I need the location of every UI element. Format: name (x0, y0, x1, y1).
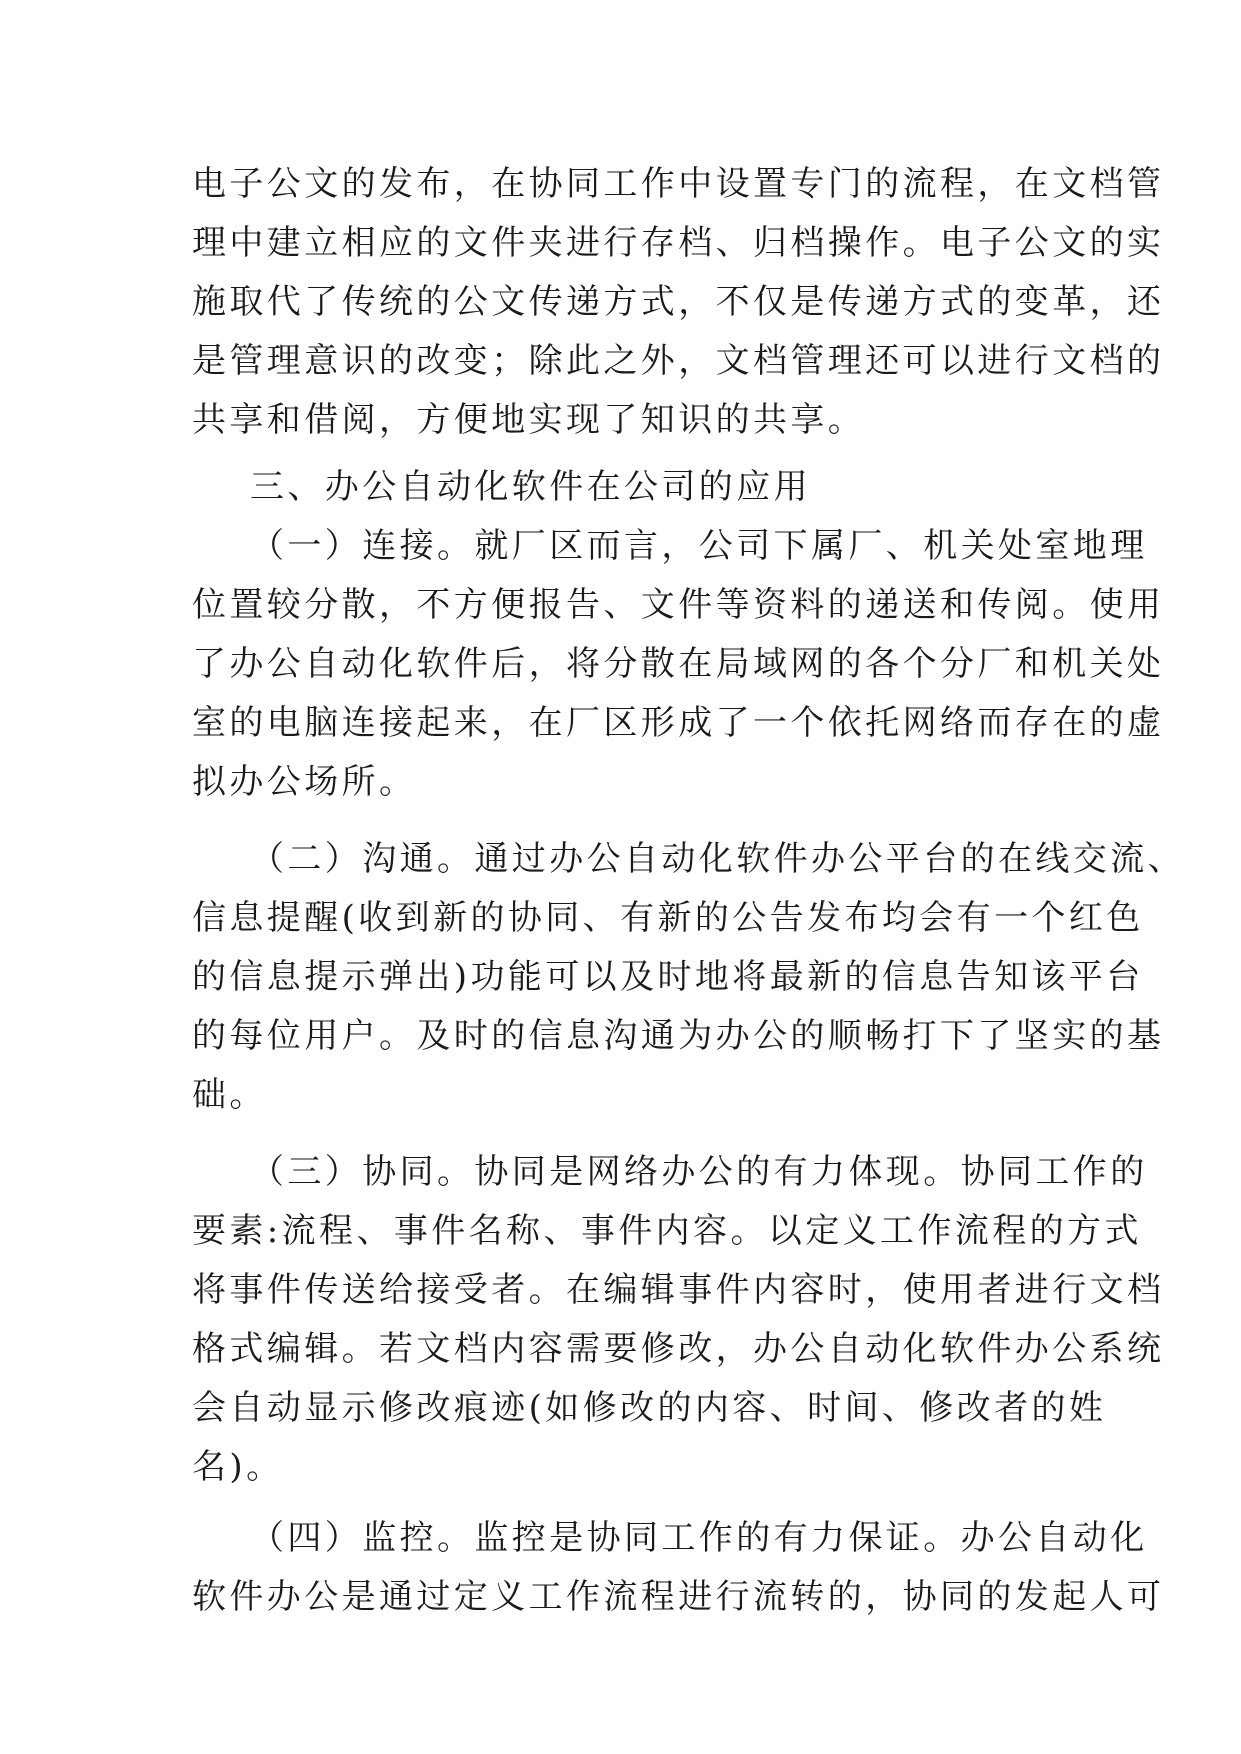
paragraph-communication (192, 830, 1185, 1125)
text-line: 的每位用户。及时的信息沟通为办公的顺畅打下了坚实的基 (192, 1016, 1165, 1056)
text-line: 了办公自动化软件后，将分散在局域网的各个分厂和机关处 (192, 644, 1165, 684)
text-line: 拟办公场所。 (192, 762, 417, 802)
text-line: 格式编辑。若文档内容需要修改，办公自动化软件办公系统 (192, 1329, 1165, 1369)
document-body (192, 155, 1185, 1627)
text-line: 位置较分散，不方便报告、文件等资料的递送和传阅。使用 (192, 585, 1165, 625)
text-line: 础。 (192, 1075, 267, 1115)
text-line: 软件办公是通过定义工作流程进行流转的，协同的发起人可 (192, 1577, 1165, 1617)
text-line: 电子公文的发布，在协同工作中设置专门的流程，在文档管 (192, 164, 1165, 204)
text-line: 名)。 (192, 1447, 284, 1487)
text-line: 的信息提示弹出)功能可以及时地将最新的信息告知该平台 (192, 957, 1144, 997)
text-line: 施取代了传统的公文传递方式，不仅是传递方式的变革，还 (192, 282, 1165, 322)
text-line: 将事件传送给接受者。在编辑事件内容时，使用者进行文档 (192, 1270, 1165, 1310)
paragraph-collaboration (192, 1143, 1165, 1497)
text-line: 会自动显示修改痕迹(如修改的内容、时间、修改者的姓 (192, 1388, 1107, 1428)
text-line: 理中建立相应的文件夹进行存档、归档操作。电子公文的实 (192, 223, 1165, 263)
text-line: （四）监控。监控是协同工作的有力保证。办公自动化 (250, 1518, 1148, 1558)
paragraph-monitoring (192, 1509, 1165, 1627)
text-line: 室的电脑连接起来，在厂区形成了一个依托网络而存在的虚 (192, 703, 1165, 743)
text-line: （一）连接。就厂区而言，公司下属厂、机关处室地理 (250, 526, 1148, 566)
text-line: （二）沟通。通过办公自动化软件办公平台的在线交流、 (250, 839, 1185, 879)
text-line: 是管理意识的改变；除此之外，文档管理还可以进行文档的 (192, 341, 1165, 381)
heading-line: 三、办公自动化软件在公司的应用 (250, 467, 811, 507)
text-line: （三）协同。协同是网络办公的有力体现。协同工作的 (250, 1152, 1148, 1192)
section-heading (192, 458, 1052, 517)
paragraph-e-document-publishing (192, 155, 1165, 450)
text-line: 信息提醒(收到新的协同、有新的公告发布均会有一个红色 (192, 898, 1144, 938)
text-line: 共享和借阅，方便地实现了知识的共享。 (192, 400, 866, 440)
paragraph-connection (192, 517, 1165, 812)
text-line: 要素:流程、事件名称、事件内容。以定义工作流程的方式 (192, 1211, 1142, 1251)
